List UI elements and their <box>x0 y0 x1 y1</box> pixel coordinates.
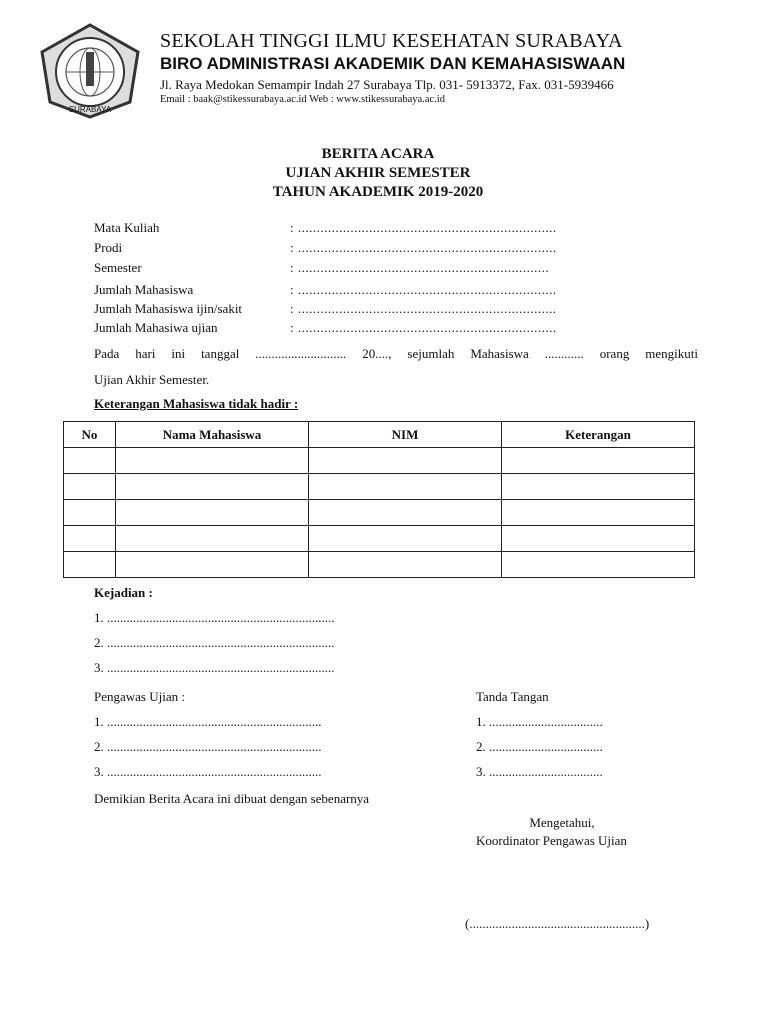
field-value: : ..................................................................... <box>290 301 557 316</box>
field-value: : ..................................................................... <box>290 320 557 335</box>
field-value: : ..................................................................... <box>290 240 557 255</box>
signatures-heading: Tanda Tangan <box>476 689 549 704</box>
supervisors-heading: Pengawas Ujian : <box>94 689 185 704</box>
supervisor-item: 3. .................................................................. <box>94 764 322 779</box>
event-item: 2. ...................................................................... <box>94 635 335 650</box>
field-label: Semester <box>94 260 142 275</box>
absent-heading: Keterangan Mahasiswa tidak hadir : <box>94 396 299 411</box>
table-row <box>64 474 695 500</box>
table-row <box>64 448 695 474</box>
field-label: Jumlah Mahasiswa ijin/sakit <box>94 301 243 316</box>
academic-year: TAHUN AKADEMIK 2019-2020 <box>272 184 484 200</box>
school-logo <box>38 22 142 120</box>
doc-title: BERITA ACARA <box>321 146 435 162</box>
table-row <box>64 500 695 526</box>
contact-info: Email : baak@stikessurabaya.ac.id Web : www.stikessurabaya.ac.id <box>160 94 445 105</box>
svg-text:SURABAYA: SURABAYA <box>68 105 112 114</box>
event-item: 3. ...................................................................... <box>94 660 335 675</box>
bureau-name: BIRO ADMINISTRASI AKADEMIK DAN KEMAHASISWAAN <box>160 54 626 73</box>
table-row <box>64 552 695 578</box>
signature-item: 1. ................................... <box>476 714 603 729</box>
table-row <box>64 526 695 552</box>
col-nim: NIM <box>309 422 502 448</box>
institution-name: SEKOLAH TINGGI ILMU KESEHATAN SURABAYA <box>160 30 623 52</box>
coordinator-title: Koordinator Pengawas Ujian <box>476 833 627 848</box>
closing-statement: Demikian Berita Acara ini dibuat dengan sebenarnya <box>94 791 370 806</box>
doc-subtitle: UJIAN AKHIR SEMESTER <box>285 165 471 181</box>
statement-line-1: Pada hari ini tanggal ............................ 20...., sejumlah Mahasiswa ............ orang mengikuti <box>94 346 698 361</box>
absent-students-table <box>63 421 695 578</box>
supervisor-item: 2. .................................................................. <box>94 739 322 754</box>
col-no: No <box>64 422 116 448</box>
event-item: 1. ...................................................................... <box>94 610 335 625</box>
address: Jl. Raya Medokan Semampir Indah 27 Surabaya Tlp. 031- 5913372, Fax. 031-5939466 <box>160 77 614 92</box>
acknowledge-label: Mengetahui, <box>529 815 595 830</box>
signature-item: 2. ................................... <box>476 739 603 754</box>
signature-line: (......................................................) <box>465 916 650 931</box>
field-value: : ................................................................... <box>290 260 550 275</box>
col-notes: Keterangan <box>502 422 695 448</box>
field-value: : ..................................................................... <box>290 220 557 235</box>
field-label: Prodi <box>94 240 123 255</box>
events-heading: Kejadian : <box>94 585 153 600</box>
field-label: Jumlah Mahasiswa <box>94 282 194 297</box>
statement-line-2: Ujian Akhir Semester. <box>94 372 210 387</box>
signature-item: 3. ................................... <box>476 764 603 779</box>
field-value: : ..................................................................... <box>290 282 557 297</box>
supervisor-item: 1. .................................................................. <box>94 714 322 729</box>
field-label: Jumlah Mahasiwa ujian <box>94 320 218 335</box>
field-label: Mata Kuliah <box>94 220 160 235</box>
table-header-row <box>64 422 695 448</box>
col-name: Nama Mahasiswa <box>116 422 309 448</box>
